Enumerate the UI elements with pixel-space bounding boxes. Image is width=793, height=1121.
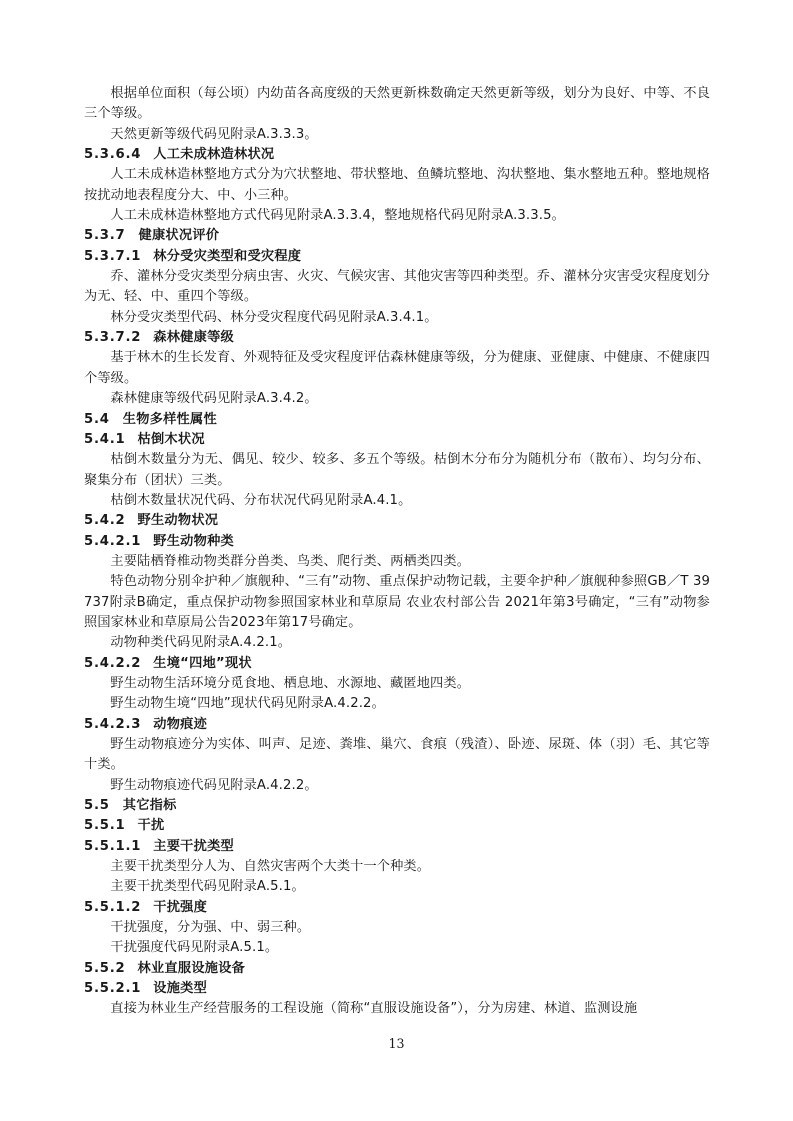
clause-number: 5.5.1.2: [84, 899, 142, 915]
clause-number: 5.4.2: [84, 513, 126, 529]
clause-number: 5.3.6.4: [84, 147, 142, 163]
heading-5-5: [84, 796, 710, 816]
para-animal-traces-code: 野生动物痕迹代码见附录A.4.2.2。: [110, 777, 318, 793]
para-habitat-code: 野生动物生境“四地”现状代码见附录A.4.2.2。: [110, 696, 385, 712]
clause-number: 5.5: [84, 798, 110, 814]
clause-number: 5.5.1: [84, 818, 126, 834]
heading-5-4-2-3: [84, 715, 710, 735]
clause-number: 5.4: [84, 411, 110, 427]
clause-number: 5.5.2: [84, 960, 126, 976]
clause-title: 干扰: [137, 818, 165, 834]
clause-title: 健康状况评价: [138, 228, 220, 244]
clause-number: 5.4.2.1: [84, 533, 142, 549]
clause-title: 野生动物种类: [153, 533, 234, 549]
clause-number: 5.4.1: [84, 431, 126, 447]
clause-title: 主要干扰类型: [153, 838, 234, 854]
heading-5-3-7-1: [84, 247, 710, 267]
page-number: 13: [388, 1036, 405, 1051]
heading-5-5-2: [84, 959, 710, 979]
clause-title: 其它指标: [122, 798, 177, 814]
clause-title: 设施类型: [153, 981, 208, 997]
heading-5-3-7-2: [84, 328, 710, 348]
para-forest-health-code: 森林健康等级代码见附录A.3.4.2。: [110, 391, 318, 407]
para-natural-regeneration-code: 天然更新等级代码见附录A.3.3.3。: [110, 126, 318, 142]
clause-title: 人工未成林造林状况: [153, 147, 275, 163]
heading-5-4-1: [84, 430, 710, 450]
para-animal-traces: 野生动物痕迹分为实体、叫声、足迹、粪堆、巢穴、食痕（残渣）、卧迹、尿斑、体（羽）毛、其它等十类。: [84, 737, 710, 773]
para-deadwood-quantity: 枯倒木数量分为无、偶见、较少、较多、多五个等级。枯倒木分布分为随机分布（散布）、均匀分布、聚集分布（团状）三类。: [84, 452, 710, 488]
para-disaster-types: 乔、灌林分受灾类型分病虫害、火灾、气候灾害、其他灾害等四种类型。乔、灌林分灾害受灾程度划分为无、轻、中、重四个等级。: [84, 269, 710, 305]
para-habitat-four-lands: 野生动物生活环境分觅食地、栖息地、水源地、藏匿地四类。: [110, 675, 471, 691]
para-disturbance-types: 主要干扰类型分人为、自然灾害两个大类十一个种类。: [110, 859, 431, 875]
clause-title: 生物多样性属性: [122, 411, 217, 427]
para-facility-types: 直接为林业生产经营服务的工程设施（简称“直服设施设备”），分为房建、林道、监测设施: [110, 1001, 638, 1017]
para-site-preparation-code: 人工未成林造林整地方式代码见附录A.3.3.4，整地规格代码见附录A.3.3.5。: [110, 208, 565, 224]
heading-5-4-2: [84, 511, 710, 531]
para-deadwood-code: 枯倒木数量状况代码、分布状况代码见附录A.4.1。: [110, 492, 412, 508]
page-body: [84, 84, 710, 1020]
para-disaster-code: 林分受灾类型代码、林分受灾程度代码见附录A.3.4.1。: [110, 309, 438, 325]
clause-title: 枯倒木状况: [137, 431, 205, 447]
clause-title: 干扰强度: [153, 899, 208, 915]
clause-title: 生境“四地”现状: [153, 655, 252, 671]
clause-title: 森林健康等级: [153, 330, 234, 346]
clause-number: 5.3.7.1: [84, 248, 142, 264]
para-disturbance-intensity-code: 干扰强度代码见附录A.5.1。: [110, 940, 279, 956]
clause-number: 5.5.2.1: [84, 981, 142, 997]
para-site-preparation-types: 人工未成林造林整地方式分为穴状整地、带状整地、鱼鳞坑整地、沟状整地、集水整地五种。整地规格按扰动地表程度分大、中、小三种。: [84, 167, 710, 203]
clause-number: 5.4.2.3: [84, 716, 142, 732]
para-forest-health-grade: 基于林木的生长发育、外观特征及受灾程度评估森林健康等级，分为健康、亚健康、中健康、不健康四个等级。: [84, 350, 710, 386]
heading-5-5-1-1: [84, 837, 710, 857]
clause-title: 林分受灾类型和受灾程度: [153, 248, 302, 264]
para-animal-species-code: 动物种类代码见附录A.4.2.1。: [110, 635, 292, 651]
clause-number: 5.3.7.2: [84, 330, 142, 346]
heading-5-5-2-1: [84, 979, 710, 999]
clause-title: 动物痕迹: [153, 716, 208, 732]
clause-title: 野生动物状况: [137, 513, 219, 529]
heading-5-3-7: [84, 226, 710, 246]
para-disturbance-intensity: 干扰强度，分为强、中、弱三种。: [110, 920, 311, 936]
clause-number: 5.5.1.1: [84, 838, 142, 854]
para-disturbance-types-code: 主要干扰类型代码见附录A.5.1。: [110, 879, 305, 895]
para-natural-regeneration-grade: 根据单位面积（每公顷）内幼苗各高度级的天然更新株数确定天然更新等级，划分为良好、中等、不良三个等级。: [84, 86, 710, 122]
heading-5-4-2-2: [84, 654, 710, 674]
clause-title: 林业直服设施设备: [137, 960, 246, 976]
heading-5-4-2-1: [84, 532, 710, 552]
heading-5-5-1: [84, 816, 710, 836]
heading-5-5-1-2: [84, 898, 710, 918]
heading-5-4: [84, 410, 710, 430]
para-vertebrate-groups: 主要陆栖脊椎动物类群分兽类、鸟类、爬行类、两栖类四类。: [110, 553, 471, 569]
clause-number: 5.3.7: [84, 228, 126, 244]
para-special-animals: 特色动物分别伞护种／旗舰种、“三有”动物、重点保护动物记载，主要伞护种／旗舰种参照GB／T 39737附录B确定，重点保护动物参照国家林业和草原局 农业农村部公告 2021年第3号确定，“三有”动物参照国家林业和草原局公告2023年第17号确定。: [84, 574, 710, 630]
heading-5-3-6-4: [84, 145, 710, 165]
clause-number: 5.4.2.2: [84, 655, 142, 671]
